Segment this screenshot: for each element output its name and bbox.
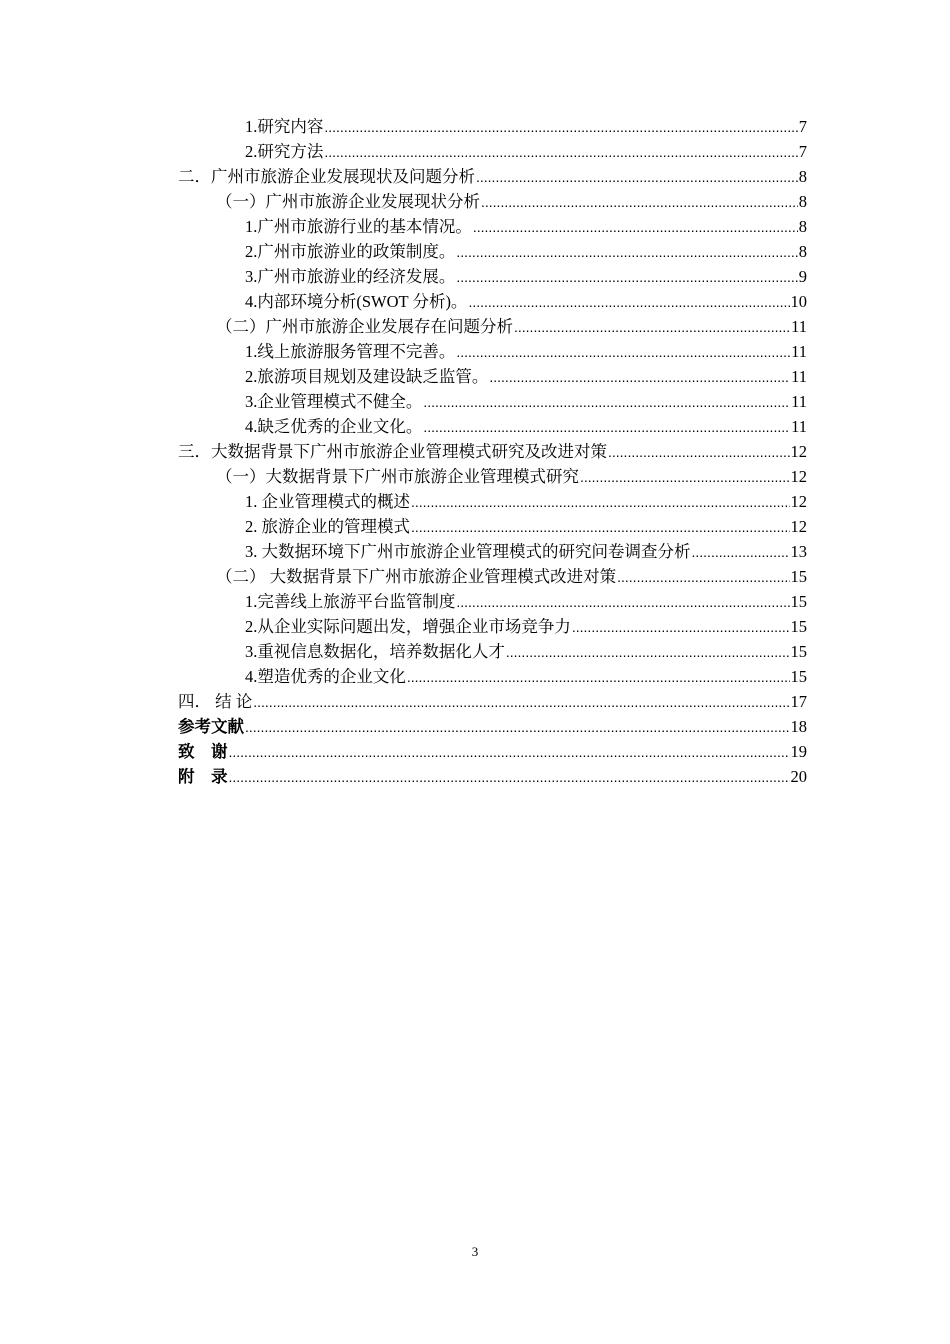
toc-entry[interactable] <box>178 339 807 364</box>
toc-entry-page: 15 <box>790 592 807 611</box>
toc-entry-label: 1. 企业管理模式的概述 <box>245 492 410 511</box>
toc-dot-leader <box>411 515 790 540</box>
page-number: 3 <box>471 1244 479 1259</box>
toc-entry-page: 11 <box>791 367 807 386</box>
toc-dot-leader <box>245 715 790 740</box>
toc-dot-leader <box>692 540 790 565</box>
toc-dot-leader <box>324 140 797 165</box>
toc-dot-leader <box>253 690 789 715</box>
toc-entry[interactable] <box>178 239 807 264</box>
toc-entry-page: 12 <box>790 517 807 536</box>
toc-dot-leader <box>229 740 790 765</box>
toc-entry-label: 1.线上旅游服务管理不完善。 <box>245 342 456 361</box>
toc-entry[interactable] <box>178 364 807 389</box>
toc-entry[interactable] <box>178 464 807 489</box>
toc-entry-label: 3.广州市旅游业的经济发展。 <box>245 267 456 286</box>
toc-entry-label: 4.塑造优秀的企业文化 <box>245 667 406 686</box>
toc-dot-leader <box>473 215 798 240</box>
toc-entry-page: 12 <box>790 492 807 511</box>
toc-entry-label: 3.重视信息数据化，培养数据化人才 <box>245 642 505 661</box>
toc-dot-leader <box>481 190 798 215</box>
toc-entry-label: 1.广州市旅游行业的基本情况。 <box>245 217 472 236</box>
toc-entry[interactable] <box>178 289 807 314</box>
toc-entry[interactable] <box>178 689 807 714</box>
toc-entry-label: 4.缺乏优秀的企业文化。 <box>245 417 423 436</box>
toc-dot-leader <box>468 290 789 315</box>
toc-entry-page: 7 <box>798 117 807 136</box>
toc-dot-leader <box>229 765 790 790</box>
toc-entry-label: 1.完善线上旅游平台监管制度 <box>245 592 456 611</box>
toc-entry[interactable] <box>178 314 807 339</box>
toc-entry-page: 11 <box>791 317 807 336</box>
toc-entry-page: 20 <box>790 767 807 786</box>
toc-entry[interactable] <box>178 589 807 614</box>
toc-dot-leader <box>572 615 790 640</box>
toc-entry-label: 2.广州市旅游业的政策制度。 <box>245 242 456 261</box>
toc-entry[interactable] <box>178 539 807 564</box>
toc-dot-leader <box>608 440 790 465</box>
toc-entry-page: 9 <box>798 267 807 286</box>
toc-entry-label: 三．大数据背景下广州市旅游企业管理模式研究及改进对策 <box>178 442 607 461</box>
toc-dot-leader <box>324 115 797 140</box>
toc-dot-leader <box>407 665 790 690</box>
toc-entry-page: 8 <box>798 167 807 186</box>
toc-entry[interactable] <box>178 739 807 764</box>
toc-entry-page: 12 <box>790 442 807 461</box>
table-of-contents <box>178 114 807 789</box>
toc-dot-leader <box>423 390 790 415</box>
toc-entry[interactable] <box>178 514 807 539</box>
toc-entry-label: 2.旅游项目规划及建设缺乏监管。 <box>245 367 489 386</box>
toc-dot-leader <box>423 415 790 440</box>
toc-entry-label: 3. 大数据环境下广州市旅游企业管理模式的研究问卷调查分析 <box>245 542 691 561</box>
toc-entry[interactable] <box>178 189 807 214</box>
toc-entry[interactable] <box>178 214 807 239</box>
toc-entry[interactable] <box>178 764 807 789</box>
toc-entry-page: 10 <box>790 292 807 311</box>
toc-entry-page: 8 <box>798 217 807 236</box>
toc-entry-page: 15 <box>790 642 807 661</box>
toc-dot-leader <box>456 240 797 265</box>
toc-entry-label: 4.内部环境分析(SWOT 分析)。 <box>245 292 468 311</box>
toc-dot-leader <box>476 165 798 190</box>
toc-entry[interactable] <box>178 414 807 439</box>
toc-entry-label: 致 谢 <box>178 743 228 761</box>
toc-entry-page: 8 <box>798 192 807 211</box>
toc-entry-page: 15 <box>790 667 807 686</box>
toc-entry-page: 19 <box>790 742 807 761</box>
toc-entry-label: （二） 大数据背景下广州市旅游企业管理模式改进对策 <box>216 567 617 586</box>
toc-entry-label: 二．广州市旅游企业发展现状及问题分析 <box>178 167 475 186</box>
toc-entry-page: 8 <box>798 242 807 261</box>
toc-entry[interactable] <box>178 114 807 139</box>
toc-entry[interactable] <box>178 564 807 589</box>
toc-entry-label: （二）广州市旅游企业发展存在问题分析 <box>216 317 513 336</box>
toc-entry[interactable] <box>178 664 807 689</box>
toc-entry[interactable] <box>178 439 807 464</box>
toc-entry[interactable] <box>178 164 807 189</box>
toc-entry-label: 参考文献 <box>178 718 244 736</box>
toc-dot-leader <box>506 640 790 665</box>
toc-entry-page: 13 <box>790 542 807 561</box>
toc-entry[interactable] <box>178 639 807 664</box>
toc-entry-page: 17 <box>790 692 807 711</box>
toc-entry[interactable] <box>178 264 807 289</box>
toc-entry[interactable] <box>178 489 807 514</box>
toc-dot-leader <box>489 365 790 390</box>
toc-entry[interactable] <box>178 714 807 739</box>
toc-entry-page: 15 <box>790 567 807 586</box>
toc-entry-label: 2.从企业实际问题出发，增强企业市场竞争力 <box>245 617 571 636</box>
toc-entry-page: 18 <box>790 717 807 736</box>
toc-entry-page: 11 <box>791 342 807 361</box>
toc-entry-label: 1.研究内容 <box>245 117 324 136</box>
toc-dot-leader <box>456 340 790 365</box>
toc-entry-label: （一）广州市旅游企业发展现状分析 <box>216 192 480 211</box>
toc-dot-leader <box>411 490 790 515</box>
toc-entry[interactable] <box>178 614 807 639</box>
toc-dot-leader <box>456 590 789 615</box>
toc-dot-leader <box>514 315 790 340</box>
toc-entry-label: 附 录 <box>178 768 228 786</box>
toc-entry-label: 2. 旅游企业的管理模式 <box>245 517 410 536</box>
toc-entry-label: 3.企业管理模式不健全。 <box>245 392 423 411</box>
toc-entry-label: 四． 结 论 <box>178 692 253 711</box>
toc-entry-page: 11 <box>791 417 807 436</box>
toc-entry-page: 7 <box>798 142 807 161</box>
toc-entry-label: 2.研究方法 <box>245 142 324 161</box>
toc-entry-label: （一）大数据背景下广州市旅游企业管理模式研究 <box>216 467 579 486</box>
toc-entry-page: 12 <box>790 467 807 486</box>
toc-dot-leader <box>617 565 789 590</box>
toc-entry[interactable] <box>178 139 807 164</box>
toc-entry-page: 11 <box>791 392 807 411</box>
toc-dot-leader <box>456 265 797 290</box>
toc-dot-leader <box>580 465 790 490</box>
toc-entry[interactable] <box>178 389 807 414</box>
toc-entry-page: 15 <box>790 617 807 636</box>
